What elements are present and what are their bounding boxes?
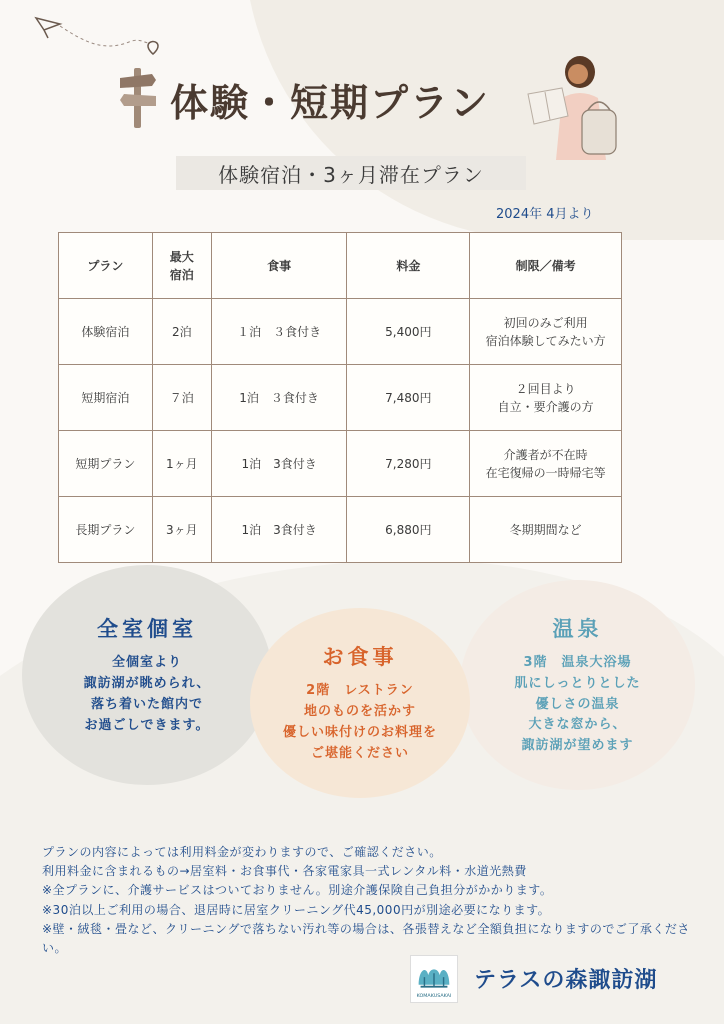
note-line: ※30泊以上ご利用の場合、退居時に居室クリーニング代45,000円が別途必要になります。 [42,902,551,917]
feature-text: 全個室より 諏訪湖が眺められ、 落ち着いた館内で お過ごしできます。 [83,655,211,733]
feature-meals [250,608,470,798]
feature-text: 3階 温泉大浴場 肌にしっとりとした 優しさの温泉 大きな窓から、 諏訪湖が望めます [514,655,641,754]
cell-plan: 長期プラン [59,497,153,563]
table-row [59,497,622,563]
cell-price: 5,400円 [347,299,470,365]
feature-title: お食事 [322,645,398,670]
cell-price: 7,480円 [347,365,470,431]
cell-max-stay: 3ヶ月 [152,497,211,563]
feature-title: 全室個室 [97,617,197,642]
feature-text: 2階 レストラン 地のものを活かす 優しい味付けのお料理を ご堪能ください [282,683,437,761]
header-notes: 制限／備考 [470,233,622,299]
page-title: 体験・短期プラン [170,81,491,125]
cell-price: 7,280円 [347,431,470,497]
cell-notes: ２回目より 自立・要介護の方 [470,365,622,431]
cell-notes: 初回のみご利用 宿泊体験してみたい方 [470,299,622,365]
feature-private-rooms [22,565,272,785]
header-meals: 食事 [211,233,347,299]
cell-max-stay: 2泊 [152,299,211,365]
header-plan: プラン [59,233,153,299]
cell-meals: １泊 ３食付き [211,299,347,365]
cell-meals: 1泊 3食付き [211,431,347,497]
table-header-row [59,233,622,299]
cell-price: 6,880円 [347,497,470,563]
feature-onsen [460,580,695,790]
table-row [59,299,622,365]
cell-meals: 1泊 ３食付き [211,365,347,431]
header-max-stay: 最大 宿泊 [152,233,211,299]
cell-max-stay: ７泊 [152,365,211,431]
facility-logo-icon [410,955,458,1003]
notes-section [42,843,692,958]
cell-notes: 介護者が不在時 在宅復帰の一時帰宅等 [470,431,622,497]
feature-title: 温泉 [552,617,603,641]
cell-max-stay: 1ヶ月 [152,431,211,497]
page-subtitle: 体験宿泊・3ヶ月滞在プラン [176,156,526,190]
cell-plan: 短期宿泊 [59,365,153,431]
note-line: プランの内容によっては利用料金が変わりますので、ご確認ください。 [42,845,442,859]
note-line: 利用料金に含まれるもの→居室料・お食事代・各家電家具一式レンタル料・水道光熱費 [42,864,527,879]
header-price: 料金 [347,233,470,299]
cell-meals: 1泊 3食付き [211,497,347,563]
traveler-illustration [522,50,622,170]
logo-text: KOMAKUSAKAI [416,994,452,1000]
table-row [59,431,622,497]
cell-plan: 短期プラン [59,431,153,497]
note-line: ※全プランに、介護サービスはついておりません。別途介護保険自己負担分がかかります。 [42,883,553,898]
paper-plane-icon [34,12,164,57]
effective-date: 2024年 4月より [496,207,594,222]
cell-plan: 体験宿泊 [59,299,153,365]
note-line: ※壁・絨毯・畳など、クリーニングで落ちない汚れ等の場合は、各張替えなど全額負担になりますのでご了承ください。 [42,921,690,955]
signpost-icon [116,64,160,130]
table-row [59,365,622,431]
plan-table [58,232,622,563]
facility-name: テラスの森諏訪湖 [474,968,658,993]
cell-notes: 冬期期間など [470,497,622,563]
